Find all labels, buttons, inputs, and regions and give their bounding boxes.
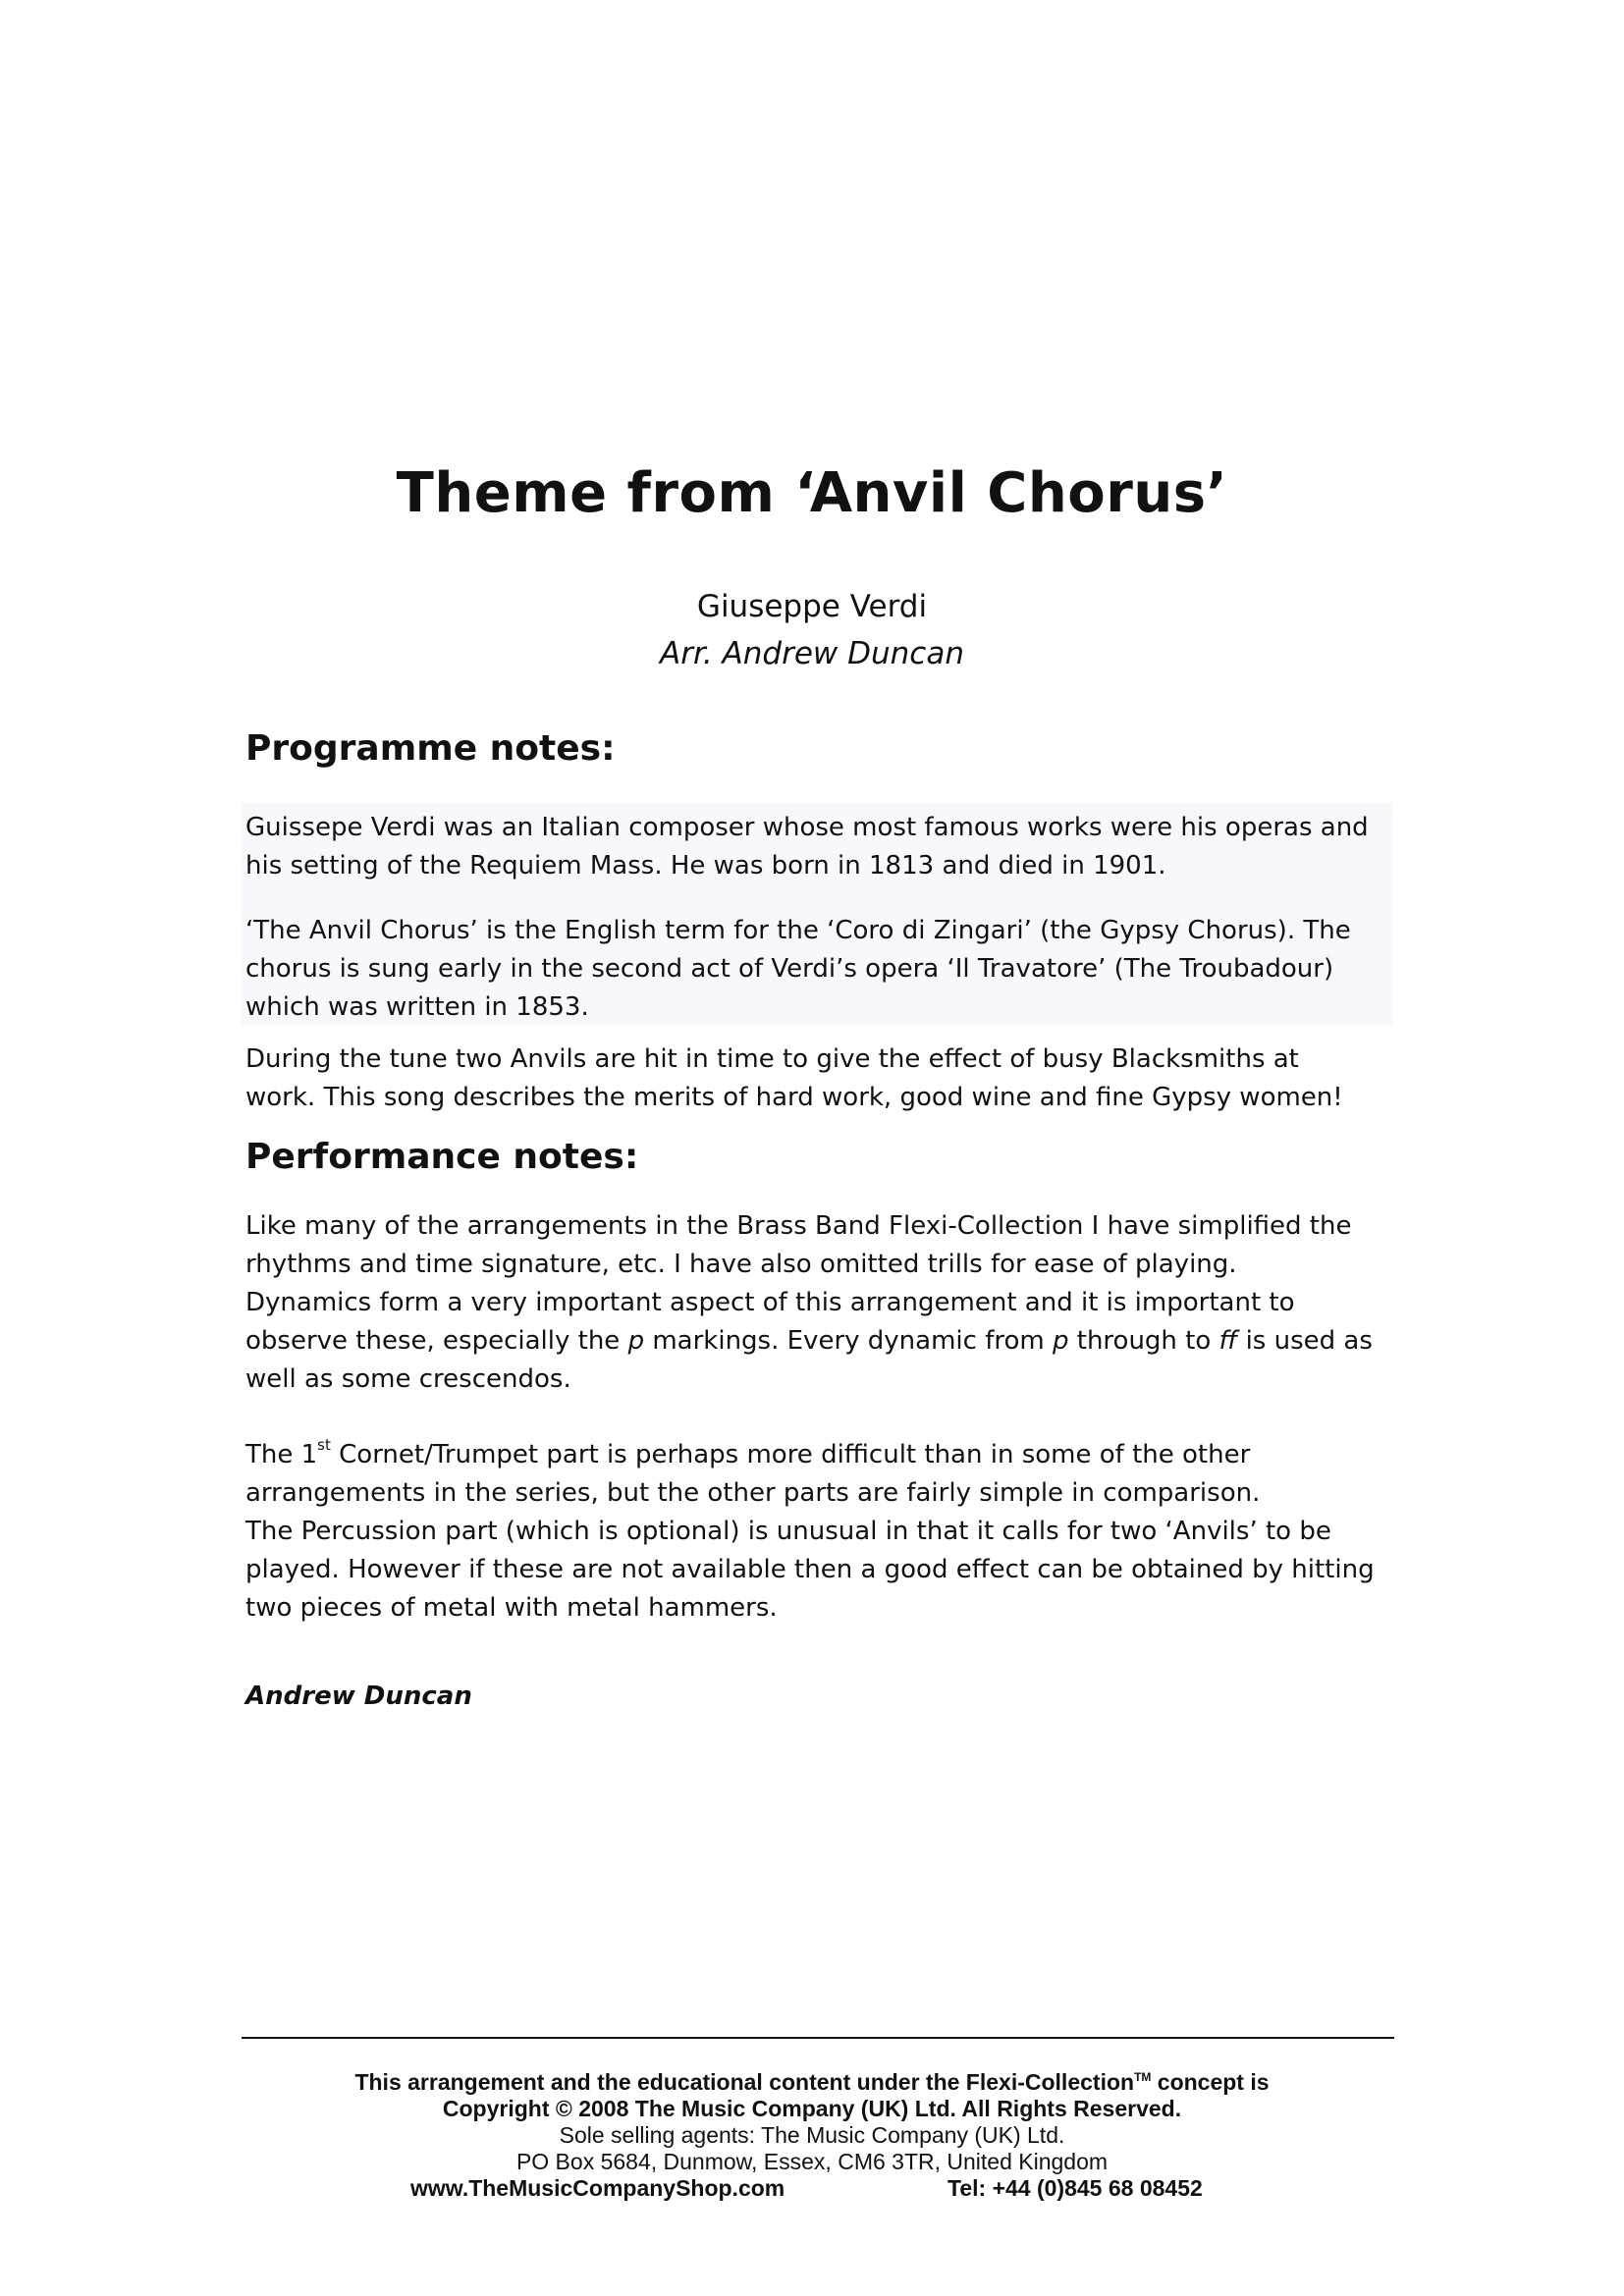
text-line: Dynamics form a very important aspect of this arrangement and it is important to	[245, 1288, 1295, 1317]
programme-paragraph-3	[245, 1041, 1394, 1117]
footer-text: This arrangement and the educational content under the Flexi-Collection	[354, 2069, 1135, 2095]
text-line	[245, 1322, 1394, 1361]
performance-paragraph-2	[245, 1436, 1394, 1628]
text-run: Cornet/Trumpet part is perhaps more difficult than in some of the other	[330, 1440, 1251, 1469]
phone-number: Tel: +44 (0)845 68 08452	[947, 2175, 1203, 2201]
performance-paragraph-1	[245, 1207, 1394, 1399]
author-signature: Andrew Duncan	[245, 1682, 472, 1711]
footer-copyright: Copyright © 2008 The Music Company (UK) Ltd. All Rights Reserved.	[442, 2096, 1182, 2121]
programme-paragraph-1	[245, 809, 1394, 885]
text-line: arrangements in the series, but the other parts are fairly simple in comparison.	[245, 1478, 1261, 1508]
performance-notes-heading: Performance notes:	[245, 1137, 639, 1177]
dynamic-marking: ff	[1218, 1326, 1238, 1356]
text-run: through to	[1068, 1326, 1219, 1356]
text-run: markings. Every dynamic from	[644, 1326, 1053, 1356]
text-line: ‘The Anvil Chorus’ is the English term for the ‘Coro di Zingari’ (the Gypsy Chorus). The	[245, 916, 1351, 945]
footer-agents: Sole selling agents: The Music Company (UK) Ltd.	[559, 2122, 1065, 2148]
text-run: The 1	[245, 1440, 318, 1469]
footer-text: concept is	[1151, 2069, 1270, 2095]
text-line: Like many of the arrangements in the Brass Band Flexi-Collection I have simplified the	[245, 1211, 1352, 1241]
programme-paragraph-2	[245, 912, 1394, 1027]
text-line: two pieces of metal with metal hammers.	[245, 1593, 778, 1623]
trademark-mark: TM	[1134, 2070, 1152, 2084]
text-line	[245, 1436, 1394, 1474]
ordinal-suffix: st	[317, 1436, 331, 1455]
text-line: played. However if these are not available then a good effect can be obtained by hitting	[245, 1555, 1375, 1584]
text-line: chorus is sung early in the second act of Verdi’s opera ‘Il Travatore’ (The Troubadour)	[245, 954, 1334, 984]
text-line: work. This song describes the merits of hard work, good wine and fine Gypsy women!	[245, 1083, 1343, 1112]
programme-notes-heading: Programme notes:	[245, 728, 616, 769]
dynamic-marking: p	[1052, 1326, 1069, 1356]
text-line: which was written in 1853.	[245, 992, 589, 1022]
footer-address: PO Box 5684, Dunmow, Essex, CM6 3TR, United Kingdom	[515, 2149, 1109, 2174]
text-line: his setting of the Requiem Mass. He was born in 1813 and died in 1901.	[245, 851, 1166, 881]
footer-divider	[242, 2037, 1394, 2039]
page-title: Theme from ‘Anvil Chorus’	[396, 461, 1228, 525]
text-run: observe these, especially the	[245, 1326, 628, 1356]
arranger-name: Arr. Andrew Duncan	[660, 636, 964, 671]
text-run: is used as	[1237, 1326, 1373, 1356]
website-link[interactable]: www.TheMusicCompanyShop.com	[410, 2175, 785, 2201]
dynamic-marking: p	[627, 1326, 645, 1356]
text-line: The Percussion part (which is optional) is unusual in that it calls for two ‘Anvils’ to be	[245, 1517, 1331, 1546]
text-line: well as some crescendos.	[245, 1364, 571, 1394]
text-line: Guissepe Verdi was an Italian composer whose most famous works were his operas and	[245, 813, 1369, 842]
text-line: rhythms and time signature, etc. I have also omitted trills for ease of playing.	[245, 1250, 1237, 1279]
text-line: During the tune two Anvils are hit in time to give the effect of busy Blacksmiths at	[245, 1044, 1299, 1074]
composer-name: Giuseppe Verdi	[696, 589, 928, 624]
